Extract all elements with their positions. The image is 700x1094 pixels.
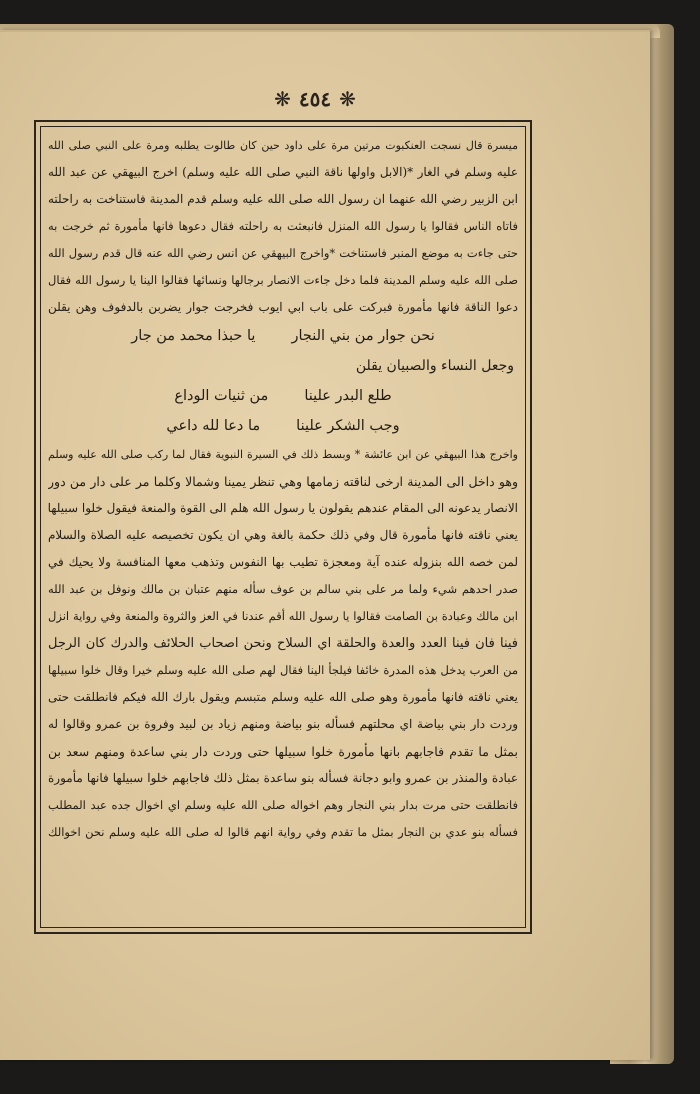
verse-hemistich-first: نحن جوار من بني النجار [291, 328, 435, 344]
verse-line [48, 411, 518, 441]
text-line: حتى جاءت به موضع المنبر فاستناخت *واخرج البيهقي عن انس رضي الله عنه قال قدم رسول الله [48, 246, 518, 260]
text-line: وهو داخل الى المدينة ارخى لناقته زمامها وهي تنظر يمينا وشمالا وكلما مر على دار من دور [48, 474, 518, 489]
text-line: ابن الزبير رضي الله عنهما ان رسول الله صلى الله عليه وسلم قدم المدينة فاستناخت به راحلته [48, 192, 518, 206]
verse-hemistich-first: طلع البدر علينا [304, 388, 392, 404]
verse-line [48, 381, 518, 411]
text-line: عليه وسلم في الغار *(الابل واولها ناقة النبي صلى الله عليه وسلم) اخرج البيهقي عن عبد الله [48, 165, 518, 179]
page-number: ٤٥٤ [298, 87, 332, 111]
text-line: بمثل ما تقدم فاجابهم بانها مأمورة خلوا سبيلها حتى وردت دار بني ساعدة ومنهم سعد بن [48, 744, 518, 759]
text-line: يعني ناقته فانها مأمورة وهو صلى الله عليه وسلم متبسم ويقول بارك الله فيكم فانطلقت حتى [48, 690, 518, 704]
verse-line [48, 321, 518, 351]
text-line: فسأله بنو عدي بن النجار بمثل ما تقدم وفي رواية انهم قالوا له صلى الله عليه وسلم نحن اخوالك [48, 825, 518, 839]
text-line: دعوا الناقة فانها مأمورة فبركت على باب ابي ايوب فخرجت جوار يضربن بالدفوف وهن يقلن [48, 300, 518, 314]
verse-hemistich-second: من ثنيات الوداع [174, 388, 269, 404]
text-line: ابن مالك وعبادة بن الصامت فقالوا يا رسول الله أقم عندنا في العز والثروة والمنعة وفي رواية انزل [48, 609, 518, 623]
verse-hemistich-first: وجب الشكر علينا [296, 418, 400, 434]
text-line: لمن خصه الله بنزوله عنده آية ومعجزة تطيب بها النفوس وتذهب معها المنافسة ولا يحيك في [48, 555, 518, 569]
text-block [48, 132, 518, 924]
ornament-right-icon: ❋ [339, 87, 356, 111]
ornament-left-icon: ❋ [274, 87, 291, 111]
text-line: يعني ناقته فانها مأمورة قال وفي ذلك حكمة بالغة وهي ان يكون تخصيصه عليه الصلاة والسلام [48, 528, 518, 542]
text-line: الانصار يدعونه الى المقام عندهم يقولون يا رسول الله هلم الى القوة والمنعة فيقول خلوا سبيلها [48, 501, 518, 515]
text-line: صلى الله عليه وسلم المدينة فلما دخل جاءت الانصار برجالها ونسائها فقالوا الينا يا رسول الله فقال [48, 273, 518, 287]
text-line: صدر احدهم شيء ولما مر على بني سالم بن عوف سأله منهم عتبان بن مالك ونوفل بن عبد الله [48, 582, 518, 596]
verse-intro-line: وجعل النساء والصبيان يقلن [355, 358, 514, 374]
text-line: وردت دار بني بياضة اي محلتهم فسأله بنو بياضة ومنهم زياد بن لبيد وفروة بن عمرو وقالوا له [48, 717, 518, 731]
text-line: ميسرة قال نسجت العنكبوت مرتين مرة على داود حين كان طالوت يطلبه ومرة على النبي صلى الله [48, 139, 518, 152]
text-line: من العرب يدخل هذه المدرة خائفا فيلجأ الينا فقال لهم صلى الله عليه وسلم خيرا وقال خلوا سبيلها [48, 663, 518, 677]
verse-hemistich-second: ما دعا لله داعي [166, 418, 261, 434]
text-line: فينا فان فينا العدد والعدة والحلقة اي السلاح ونحن اصحاب الحلائف والدرك كان الرجل [48, 636, 518, 651]
text-line: واخرج هذا البيهقي عن ابن عائشة * وبسط ذلك في السيرة النبوية فقال لما ركب صلى الله عليه وسلم [48, 448, 518, 461]
text-line: عبادة والمنذر بن عمرو وابو دجانة فسأله بنو ساعدة بمثل ذلك فاجابهم خلوا سبيلها فانها مأمورة [48, 771, 518, 785]
verse-hemistich-second: يا حبذا محمد من جار [131, 328, 256, 344]
text-line: فانطلقت حتى مرت بدار بني النجار وهم اخواله صلى الله عليه وسلم اي اخوال جده عبد المطلب [48, 798, 518, 812]
page-header [250, 84, 380, 114]
text-line: فاتاه الناس فقالوا يا رسول الله المنزل فانبعثت به راحلته فقال دعوها فانها مأمورة ثم خرجت به [48, 219, 518, 233]
